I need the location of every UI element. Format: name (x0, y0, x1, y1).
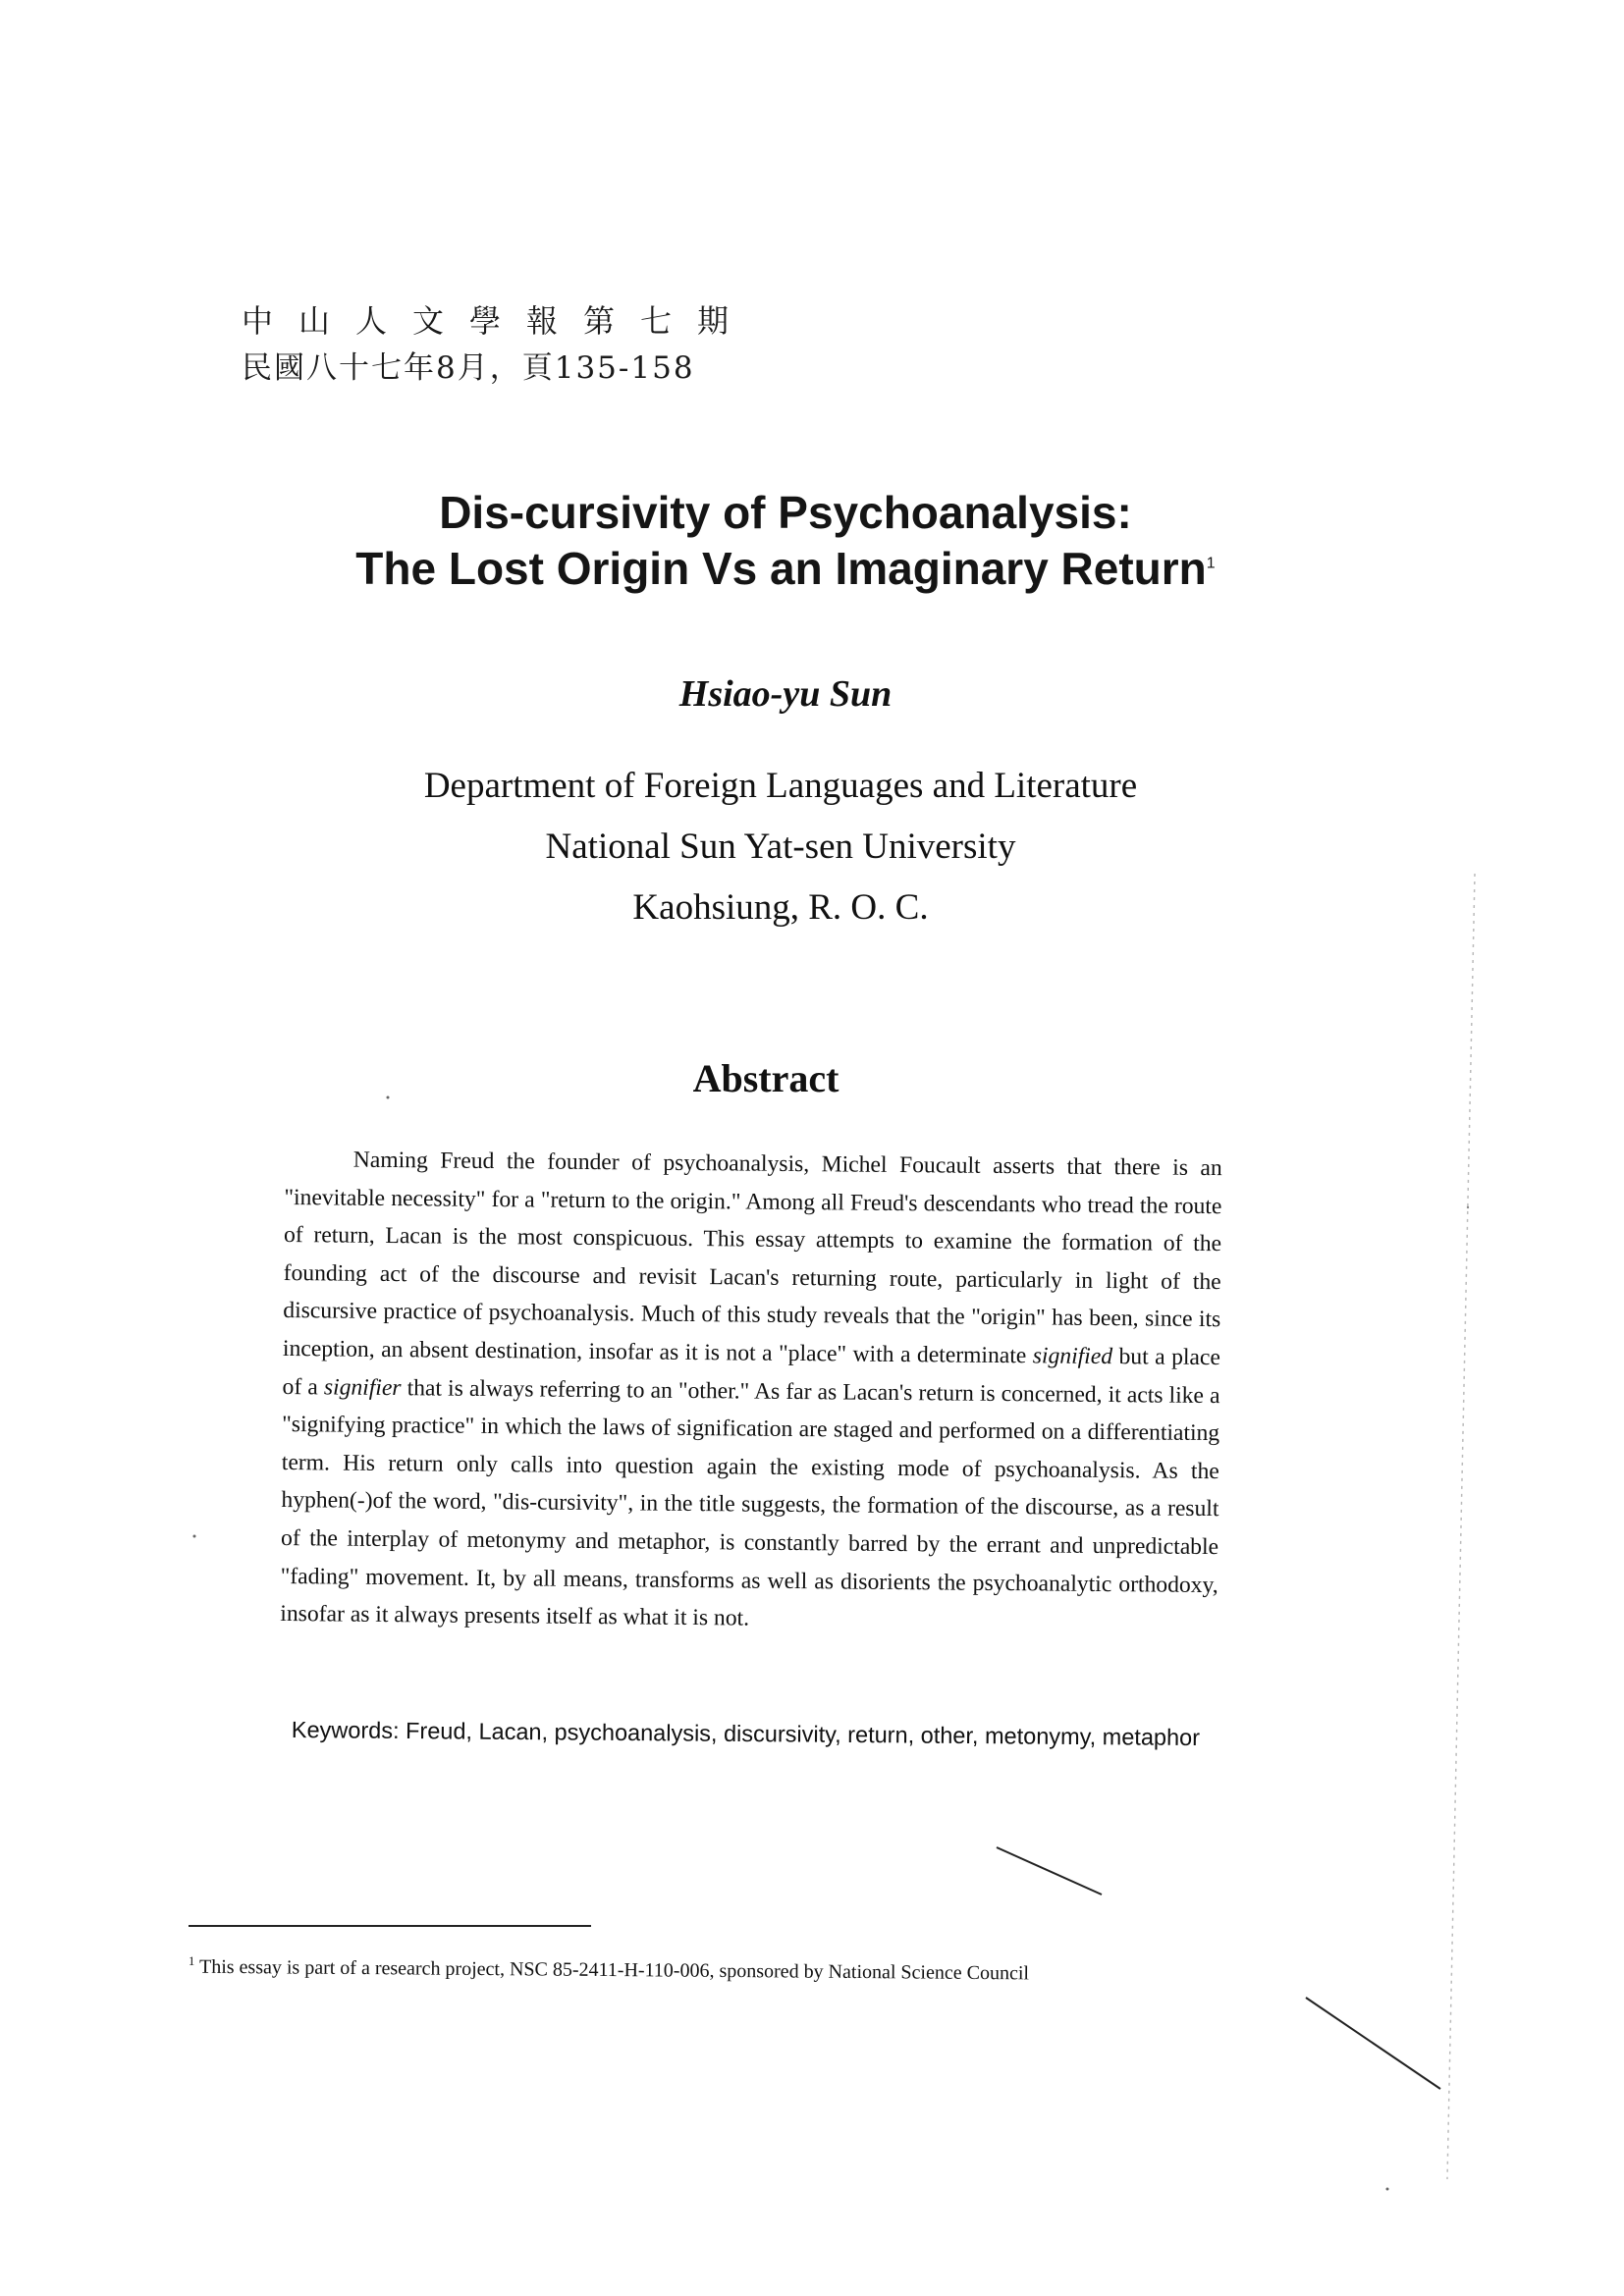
keywords-list: Freud, Lacan, psychoanalysis, discursivity, return, other, metonymy, metaphor (405, 1718, 1201, 1751)
journal-issue-info: 民國八十七年8月，頁135-158 (242, 350, 695, 386)
abstract-term-signifier: signifier (323, 1373, 402, 1401)
page-edge-line (1447, 874, 1475, 2179)
affiliation-university: National Sun Yat-sen University (545, 827, 1016, 867)
speck-1 (387, 1096, 390, 1099)
speck-3 (1386, 2188, 1389, 2191)
abstract-term-signified: signified (1032, 1343, 1113, 1370)
abstract-text-part3: that is always referring to an "other." As far as Lacan's return is concerned, it acts like a "signifying practice" in which the laws of signification are staged and performed on a differentiating term. His return only calls into question again the existing mode of psychoanalysis. As the hyphen(-)of the word, "dis-cursivity", in the title suggests, the formation of the discourse, as a result of the interplay of metonymy and metaphor, is constantly barred by the errant and unpredictable "fading" movement. It, by all means, transforms as well as disorients the psychoanalytic orthodoxy, insofar as it always presents itself as what it is not. (280, 1374, 1220, 1631)
paper-title-line1: Dis-cursivity of Psychoanalysis: (439, 487, 1132, 538)
author-name: Hsiao-yu Sun (678, 673, 893, 715)
abstract-text-part2: but a place of a (282, 1344, 1221, 1400)
footnote-text: This essay is part of a research project, NSC 85-2411-H-110-006, sponsored by National Science Council (198, 1955, 1030, 1985)
speck-2 (193, 1535, 196, 1538)
footnote-mark: 1 (188, 1953, 195, 1969)
keywords-label: Keywords: (291, 1716, 400, 1743)
abstract-text-part1: Naming Freud the founder of psychoanalysis, Michel Foucault asserts that there is an "inevitable necessity" for a "return to the origin." Among all Freud's descendants who tread the route of return, Lacan is the most conspicuous. This essay attempts to examine the formation of the founding act of the discourse and revisit Lacan's returning route, particularly in light of the discursive practice of psychoanalysis. Much of this study reveals that the "origin" has been, since its inception, an absent destination, insofar as it is not a "place" with a determinate (282, 1147, 1222, 1369)
pencil-mark-2 (1306, 1998, 1440, 2089)
abstract-heading: Abstract (692, 1056, 839, 1100)
title-footnote-mark: 1 (1206, 555, 1216, 572)
affiliation-city: Kaohsiung, R. O. C. (632, 887, 929, 928)
paper-title-line2-text: The Lost Origin Vs an Imaginary Return (355, 543, 1207, 594)
pencil-mark-1 (997, 1847, 1102, 1895)
affiliation-department: Department of Foreign Languages and Literature (423, 766, 1138, 806)
journal-name: 中山人文學報第七期 (242, 302, 755, 340)
speck-4 (1467, 1206, 1469, 1208)
